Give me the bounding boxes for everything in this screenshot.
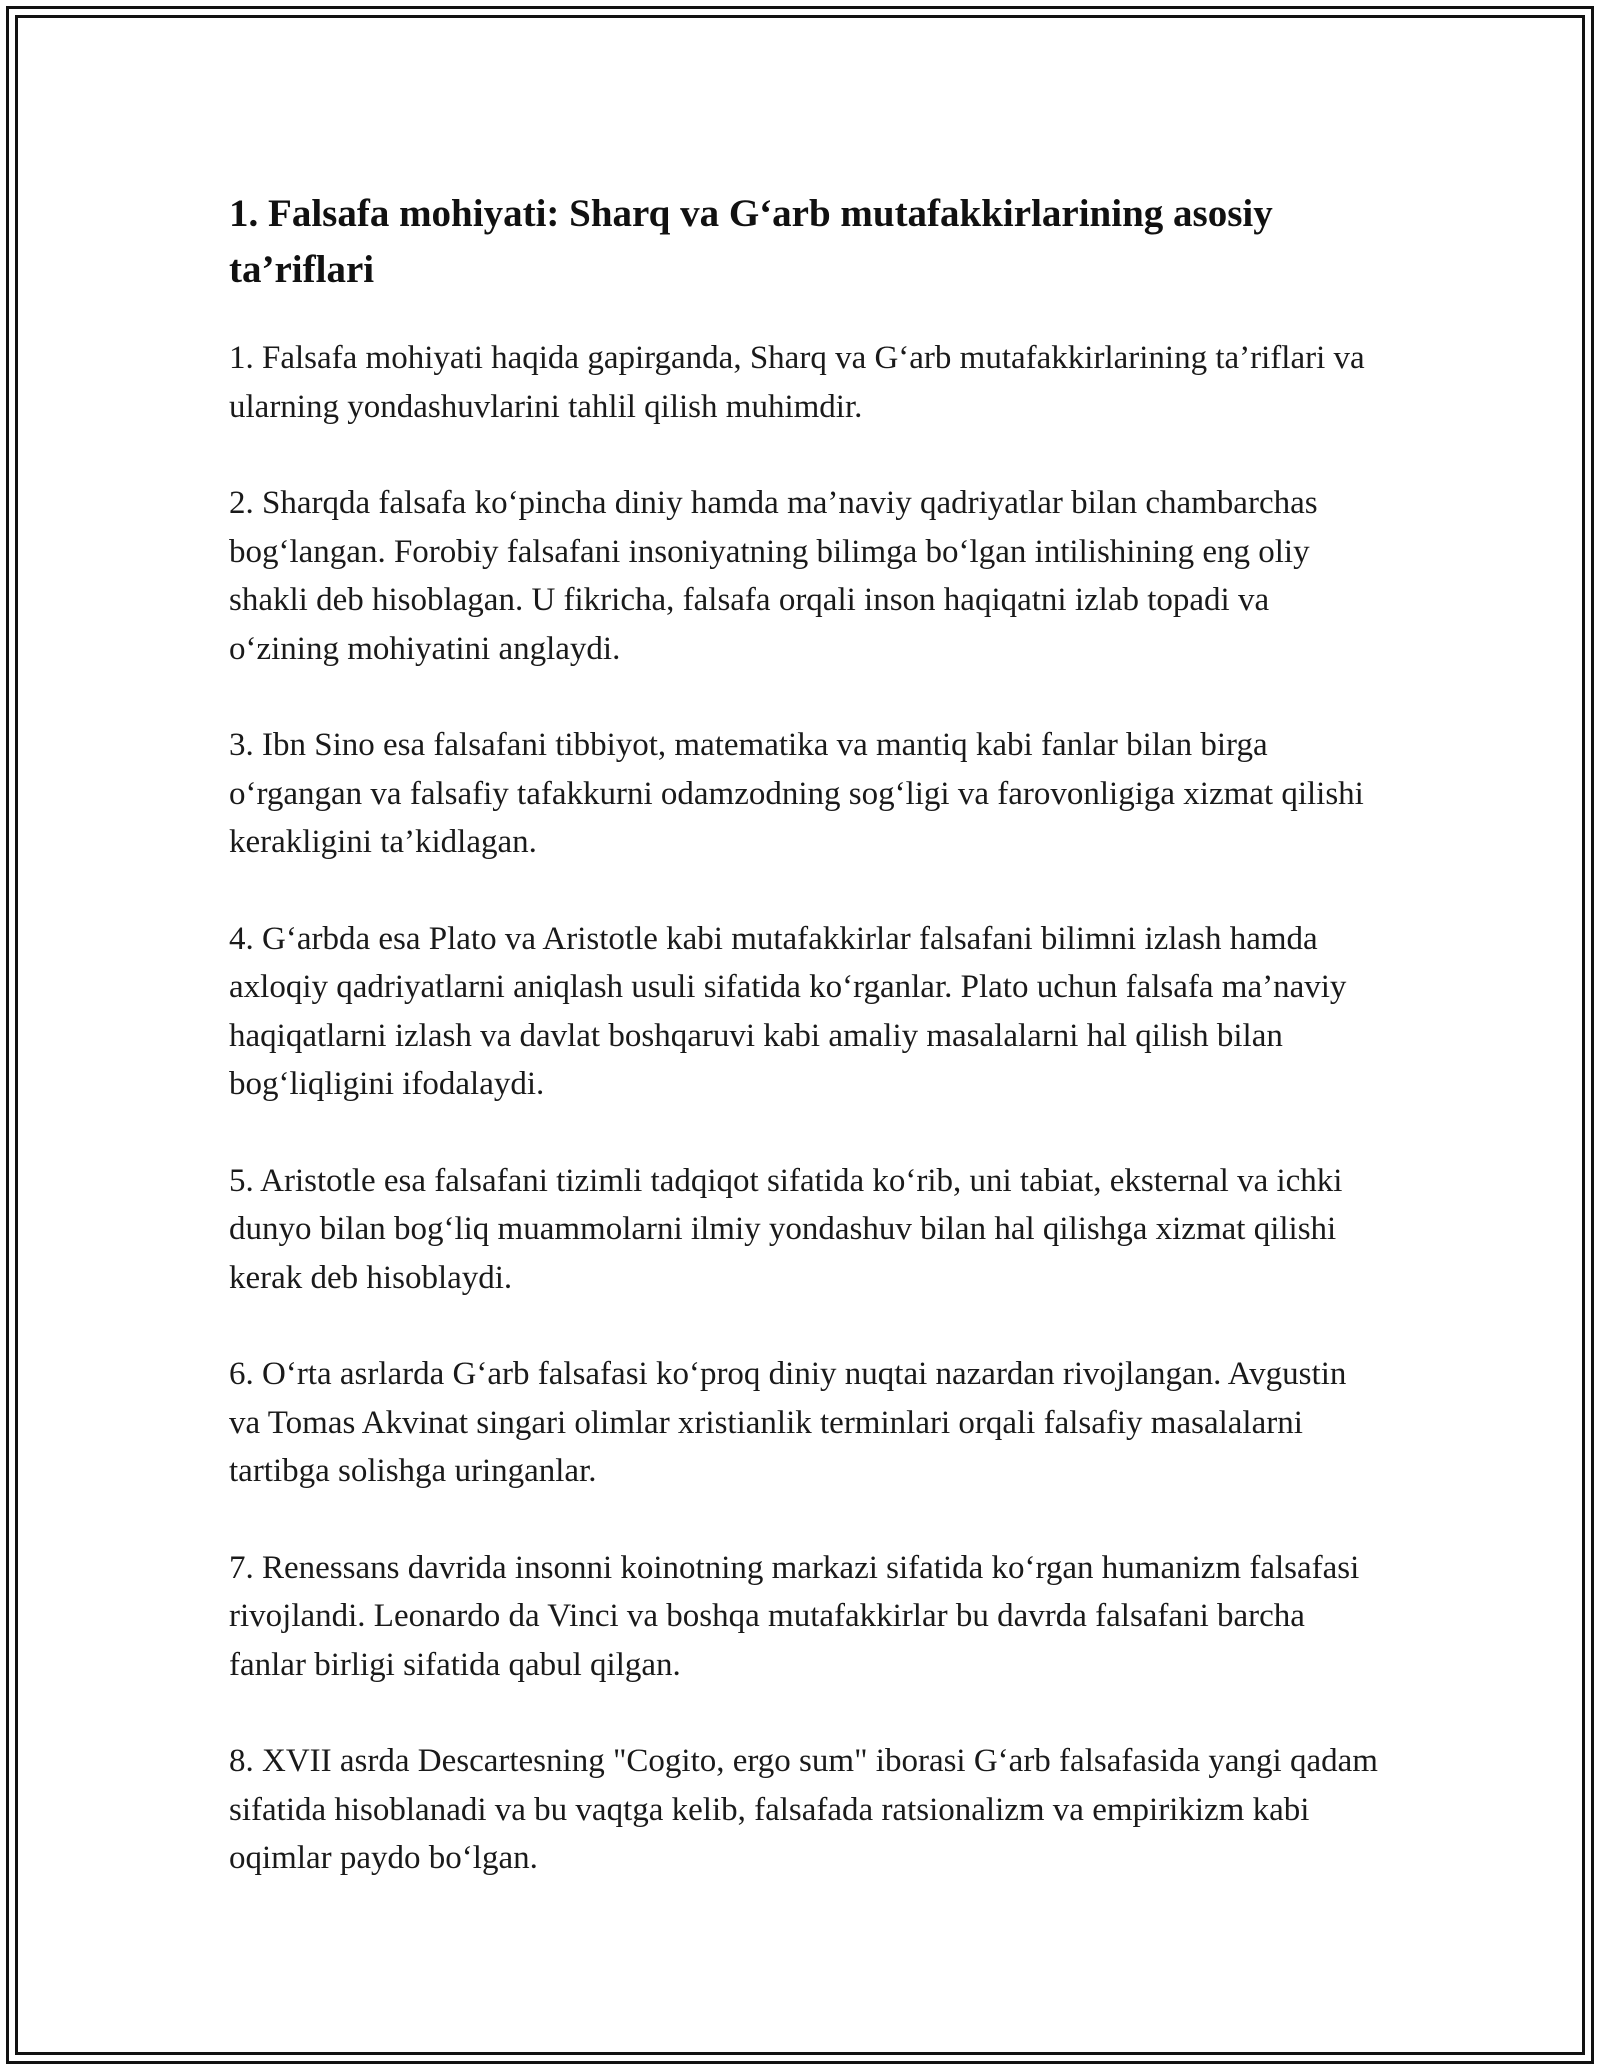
document-title: 1. Falsafa mohiyati: Sharq va G‘arb mutafakkirlarining asosiy ta’riflari [229, 192, 1273, 291]
paragraph-7: 7. Renessans davrida insonni koinotning markazi sifatida ko‘rgan humanizm falsafasi rivojlandi. Leonardo da Vinci va boshqa mutafakkirlar bu davrda falsafani barcha fanlar birligi sifatida qabul qilgan. [229, 1549, 1360, 1683]
paragraph-2: 2. Sharqda falsafa ko‘pincha diniy hamda ma’naviy qadriyatlar bilan chambarchas bog‘langan. Forobiy falsafani insoniyatning bilimga bo‘lgan intilishining eng oliy shakli deb hisoblagan. U fikricha, falsafa orqali inson haqiqatni izlab topadi va o‘zining mohiyatini anglaydi. [229, 485, 1318, 667]
paragraph-1: 1. Falsafa mohiyati haqida gapirganda, Sharq va G‘arb mutafakkirlarining ta’riflari va ularning yondashuvlarini tahlil qilish muhimdir. [229, 340, 1365, 425]
paragraph-5: 5. Aristotle esa falsafani tizimli tadqiqot sifatida ko‘rib, uni tabiat, eksternal va ichki dunyo bilan bog‘liq muammolarni ilmiy yondashuv bilan hal qilishga xizmat qilishi kerak deb hisoblaydi. [229, 1162, 1343, 1296]
document-body [229, 186, 1379, 1883]
paragraph-3: 3. Ibn Sino esa falsafani tibbiyot, matematika va mantiq kabi fanlar bilan birga o‘rgangan va falsafiy tafakkurni odamzodning sog‘ligi va farovonligiga xizmat qilishi kerakligini ta’kidlagan. [229, 727, 1364, 860]
paragraph-6: 6. O‘rta asrlarda G‘arb falsafasi ko‘proq diniy nuqtai nazardan rivojlangan. Avgustin va Tomas Akvinat singari olimlar xristianlik terminlari orqali falsafiy masalalarni tartibga solishga uringanlar. [229, 1356, 1347, 1489]
paragraph-4: 4. G‘arbda esa Plato va Aristotle kabi mutafakkirlar falsafani bilimni izlash hamda axloqiy qadriyatlarni aniqlash usuli sifatida ko‘rganlar. Plato uchun falsafa ma’naviy haqiqatlarni izlash va davlat boshqaruvi kabi amaliy masalalarni hal qilish bilan bog‘liqligini ifodalaydi. [229, 920, 1347, 1102]
paragraph-8: 8. XVII asrda Descartesning "Cogito, ergo sum" iborasi G‘arb falsafasida yangi qadam sifatida hisoblanadi va bu vaqtga kelib, falsafada ratsionalizm va empirikizm kabi oqimlar paydo bo‘lgan. [229, 1743, 1378, 1876]
